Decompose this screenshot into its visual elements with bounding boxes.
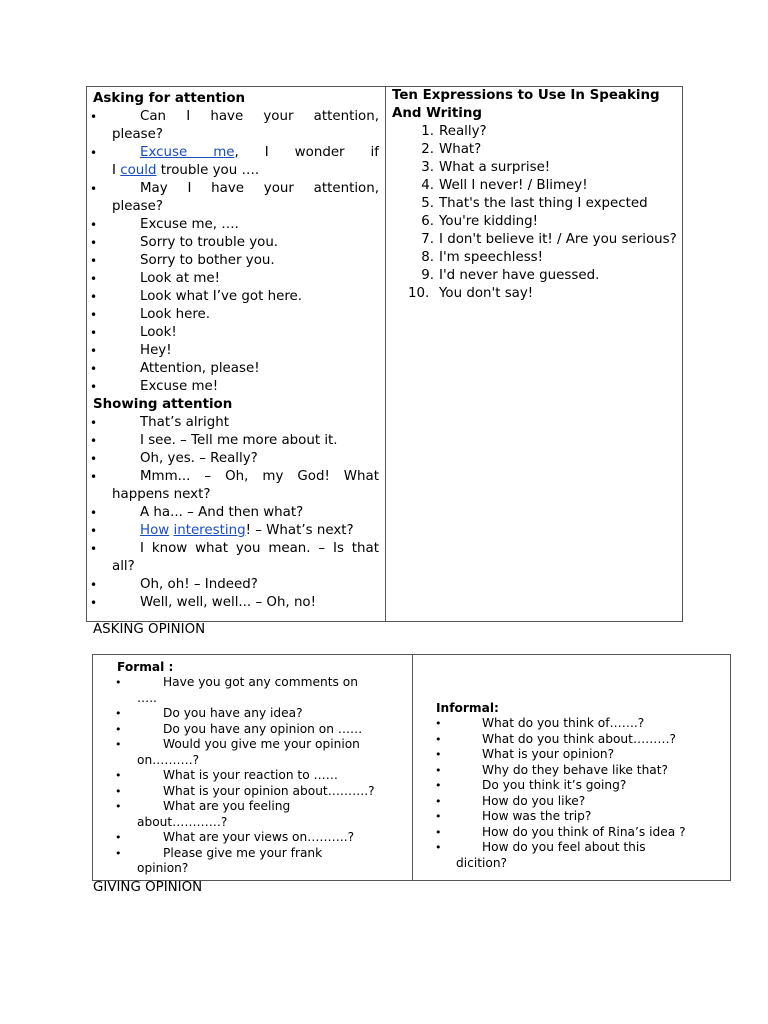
list-item bbox=[93, 706, 392, 722]
ten-expressions-heading: Ten Expressions to Use In Speaking And Writing bbox=[392, 88, 660, 121]
asking-opinion-title: ASKING OPINION bbox=[93, 622, 206, 637]
item-number: 6. bbox=[421, 214, 434, 229]
informal-column bbox=[413, 700, 731, 871]
expressions-column bbox=[386, 87, 683, 303]
list-item bbox=[408, 285, 679, 303]
item-number: 1. bbox=[421, 124, 434, 139]
list-item bbox=[413, 716, 721, 732]
item-text: • How do you feel about this bbox=[482, 840, 646, 854]
item-text-continued: dicition? bbox=[456, 855, 508, 870]
interesting-link[interactable]: interesting bbox=[173, 523, 246, 538]
item-text: • What are you feeling bbox=[163, 799, 291, 813]
list-item: • Can I have your attention, please? bbox=[87, 108, 379, 144]
item-text: I don't believe it! / Are you serious? bbox=[439, 232, 677, 247]
item-text: You're kidding! bbox=[439, 214, 539, 229]
item-text-continued: ….. bbox=[137, 690, 157, 705]
item-text-continued: on……….? bbox=[137, 752, 200, 767]
informal-heading: Informal: bbox=[436, 701, 499, 715]
opinion-table bbox=[92, 654, 731, 881]
item-number: 5. bbox=[421, 196, 434, 211]
item-text: • Would you give me your opinion bbox=[163, 737, 360, 751]
list-item: • Excuse me, I wonder if I could trouble you …. bbox=[87, 144, 379, 180]
how-link[interactable]: How bbox=[140, 523, 170, 538]
item-text: Well I never! / Blimey! bbox=[439, 178, 588, 193]
list-item bbox=[412, 195, 679, 213]
formal-list bbox=[93, 675, 392, 877]
list-item bbox=[93, 737, 392, 768]
list-item bbox=[412, 141, 679, 159]
list-item: • Well, well, well... – Oh, no! bbox=[87, 594, 379, 612]
item-text: • How was the trip? bbox=[482, 809, 592, 823]
item-text: What? bbox=[439, 142, 482, 157]
item-text: I'm speechless! bbox=[439, 250, 544, 265]
list-item: • Sorry to trouble you. bbox=[87, 234, 379, 252]
list-item bbox=[412, 159, 679, 177]
list-item bbox=[412, 267, 679, 285]
list-item: • How interesting! – What’s next? bbox=[87, 522, 379, 540]
excuse-me-link[interactable]: Excuse me bbox=[140, 145, 235, 160]
list-item bbox=[93, 846, 392, 877]
item-text: I'd never have guessed. bbox=[439, 268, 600, 283]
item-number: 2. bbox=[421, 142, 434, 157]
list-item: • May I have your attention, please? bbox=[87, 180, 379, 216]
item-text: • What do you think about………? bbox=[482, 731, 676, 746]
list-item bbox=[412, 123, 679, 141]
list-item bbox=[93, 799, 392, 830]
item-text: • Please give me your frank bbox=[163, 845, 323, 860]
list-item: • Excuse me! bbox=[87, 378, 379, 396]
list-item bbox=[413, 747, 721, 763]
item-text: • What are your views on……….? bbox=[163, 830, 355, 844]
item-text: That's the last thing I expected bbox=[439, 196, 648, 211]
formal-column bbox=[93, 659, 412, 877]
item-text: • Have you got any comments on bbox=[163, 675, 358, 689]
list-item: • A ha... – And then what? bbox=[87, 504, 379, 522]
list-item: • Look! bbox=[87, 324, 379, 342]
formal-heading: Formal : bbox=[117, 660, 174, 674]
list-item bbox=[93, 675, 392, 706]
list-item bbox=[413, 732, 721, 748]
item-text: • What is your opinion about……….? bbox=[163, 783, 375, 798]
item-text-continued: about…………? bbox=[137, 814, 228, 829]
list-item: • That’s alright bbox=[87, 414, 379, 432]
item-number: 8. bbox=[421, 250, 434, 265]
attention-table bbox=[86, 86, 683, 622]
informal-list bbox=[413, 716, 721, 871]
item-text: • Do you think it’s going? bbox=[482, 778, 627, 792]
item-number: 3. bbox=[421, 160, 434, 175]
list-item: • Look at me! bbox=[87, 270, 379, 288]
list-item: • I see. – Tell me more about it. bbox=[87, 432, 379, 450]
list-item bbox=[93, 784, 392, 800]
item-number: 7. bbox=[421, 232, 434, 247]
list-item: • Oh, oh! – Indeed? bbox=[87, 576, 379, 594]
item-text: • Do you have any opinion on …… bbox=[163, 721, 363, 736]
item-number: 10. bbox=[408, 286, 430, 301]
showing-attention-list bbox=[87, 414, 379, 612]
list-item: • Excuse me, …. bbox=[87, 216, 379, 234]
list-item: • Sorry to bother you. bbox=[87, 252, 379, 270]
list-item: • Oh, yes. – Really? bbox=[87, 450, 379, 468]
could-link[interactable]: could bbox=[120, 163, 157, 178]
item-number: 9. bbox=[421, 268, 434, 283]
ten-expressions-list bbox=[408, 123, 679, 303]
giving-opinion-title: GIVING OPINION bbox=[93, 880, 203, 895]
asking-attention-heading: Asking for attention bbox=[93, 91, 246, 106]
item-text: You don't say! bbox=[439, 286, 534, 301]
list-item: • I know what you mean. – Is that all? bbox=[87, 540, 379, 576]
list-item bbox=[412, 213, 679, 231]
list-item: • Look here. bbox=[87, 306, 379, 324]
list-item bbox=[413, 840, 721, 871]
list-item bbox=[413, 794, 721, 810]
item-text: • What is your reaction to …… bbox=[163, 768, 338, 782]
item-text: • What is your opinion? bbox=[482, 747, 615, 761]
item-text: Really? bbox=[439, 124, 487, 139]
list-item bbox=[413, 778, 721, 794]
list-item bbox=[412, 231, 679, 249]
list-item: • Attention, please! bbox=[87, 360, 379, 378]
item-text: • Why do they behave like that? bbox=[482, 762, 669, 777]
item-text-continued: opinion? bbox=[137, 861, 189, 875]
list-item: • Mmm... – Oh, my God! What happens next? bbox=[87, 468, 379, 504]
list-item bbox=[413, 809, 721, 825]
showing-attention-heading: Showing attention bbox=[93, 397, 233, 412]
list-item bbox=[93, 768, 392, 784]
attention-column bbox=[87, 87, 385, 612]
list-item bbox=[93, 830, 392, 846]
list-item bbox=[93, 722, 392, 738]
item-text: • How do you like? bbox=[482, 793, 586, 808]
item-number: 4. bbox=[421, 178, 434, 193]
list-item bbox=[412, 177, 679, 195]
asking-attention-list bbox=[87, 108, 379, 396]
item-text: • What do you think of…….? bbox=[482, 716, 645, 730]
list-item: • Look what I’ve got here. bbox=[87, 288, 379, 306]
list-item bbox=[412, 249, 679, 267]
list-item bbox=[413, 763, 721, 779]
item-text: • Do you have any idea? bbox=[163, 706, 303, 720]
item-text: What a surprise! bbox=[439, 160, 551, 175]
list-item bbox=[413, 825, 721, 841]
list-item: • Hey! bbox=[87, 342, 379, 360]
item-text: • How do you think of Rina’s idea ? bbox=[482, 824, 686, 839]
